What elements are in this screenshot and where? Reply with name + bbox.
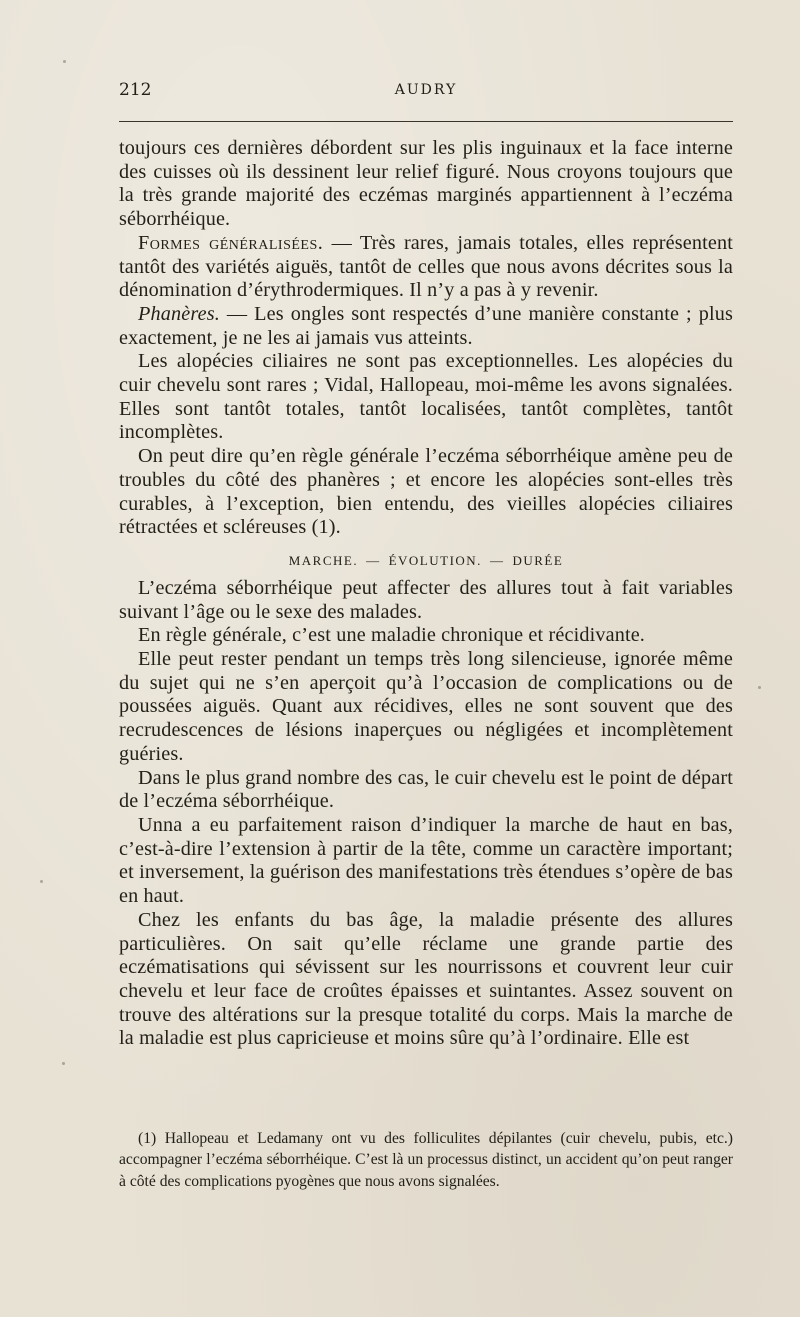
page-number: 212 bbox=[119, 80, 152, 100]
paragraph: L’eczéma séborrhéique peut affecter des allures tout à fait variables suivant l’âge ou le sexe des malades. bbox=[119, 576, 733, 623]
runin-heading: Phanères. bbox=[138, 302, 220, 325]
paragraph: Dans le plus grand nombre des cas, le cuir chevelu est le point de départ de l’eczéma séborrhéique. bbox=[119, 766, 733, 813]
footnote bbox=[119, 1128, 733, 1192]
section-heading bbox=[119, 553, 733, 569]
section-heading-part: MARCHE. bbox=[288, 552, 359, 568]
paragraph bbox=[119, 232, 733, 303]
paragraph: toujours ces dernières débordent sur les plis inguinaux et la face interne des cuisses où ils dessinent leur relief figuré. Nous croyons toujours que la très grande majorité des eczémas marginés appartiennent à l’eczéma séborrhéique. bbox=[119, 137, 733, 231]
page-header bbox=[119, 80, 733, 106]
paper-speck bbox=[63, 60, 66, 63]
runin-heading: Formes généralisées. bbox=[138, 231, 324, 254]
header-rule bbox=[119, 121, 733, 122]
paragraph: Elle peut rester pendant un temps très long silencieuse, ignorée même du sujet qui ne s’en aperçoit qu’à l’occasion de complications ou de poussées aiguës. Quant aux récidives, elles ne sont souvent que des recrudescences de lésions inaperçues ou négligées et incomplètement guéries. bbox=[119, 648, 733, 765]
paragraph: Unna a eu parfaitement raison d’indiquer la marche de haut en bas, c’est-à-dire l’extension à partir de la tête, comme un caractère important; et inversement, la guérison des manifestations très étendues s’opère de bas en haut. bbox=[119, 813, 733, 908]
paragraph-text: — Très rares, jamais totales, elles représentent tantôt des variétés aiguës, tantôt de celles que nous avons décrites sous la dénomination d’érythrodermiques. Il n’y a pas à y revenir. bbox=[119, 231, 734, 302]
paper-speck bbox=[758, 686, 761, 689]
paragraph: On peut dire qu’en règle générale l’eczéma séborrhéique amène peu de troubles du côté des phanères ; et encore les alopécies sont-elles très curables, à l’exception, bien entendu, des vieilles alopécies ciliaires rétractées et scléreuses (1). bbox=[119, 445, 733, 539]
running-head: AUDRY bbox=[394, 82, 458, 98]
section-heading-part: ÉVOLUTION. bbox=[388, 552, 482, 568]
paragraph: Chez les enfants du bas âge, la maladie présente des allures particulières. On sait qu’elle réclame une grande partie des eczématisations qui sévissent sur les nourrissons et couvrent leur cuir chevelu et leur face de croûtes épaisses et suintantes. Assez souvent on trouve des altérations sur la presque totalité du corps. Mais la marche de la maladie est plus capricieuse et moins sûre qu’à l’ordinaire. Elle est bbox=[119, 908, 733, 1050]
paper-speck bbox=[62, 1062, 65, 1065]
paragraph: En règle générale, c’est une maladie chronique et récidivante. bbox=[138, 624, 646, 647]
paragraph: Les alopécies ciliaires ne sont pas exceptionnelles. Les alopécies du cuir chevelu sont rares ; Vidal, Hallopeau, moi-même les avons signalées. Elles sont tantôt totales, tantôt localisées, tantôt complètes, tantôt incomplètes. bbox=[119, 350, 733, 444]
main-text bbox=[119, 137, 733, 1051]
paragraph-text: — Les ongles sont respectés d’une manière constante ; plus exactement, je ne les ai jamais vus atteints. bbox=[119, 302, 733, 349]
section-heading-dash: — bbox=[366, 552, 381, 568]
paragraph bbox=[119, 303, 733, 350]
paper-speck bbox=[40, 880, 43, 883]
section-heading-dash: — bbox=[489, 552, 505, 568]
section-heading-part: DURÉE bbox=[512, 552, 564, 568]
footnote-text: (1) Hallopeau et Ledamany ont vu des folliculites dépilantes (cuir chevelu, pubis, etc.) accompagner l’eczéma séborrhéique. C’est là un processus distinct, un accident qu’on peut ranger à côté des complications pyogènes que nous avons signalées. bbox=[119, 1130, 733, 1190]
